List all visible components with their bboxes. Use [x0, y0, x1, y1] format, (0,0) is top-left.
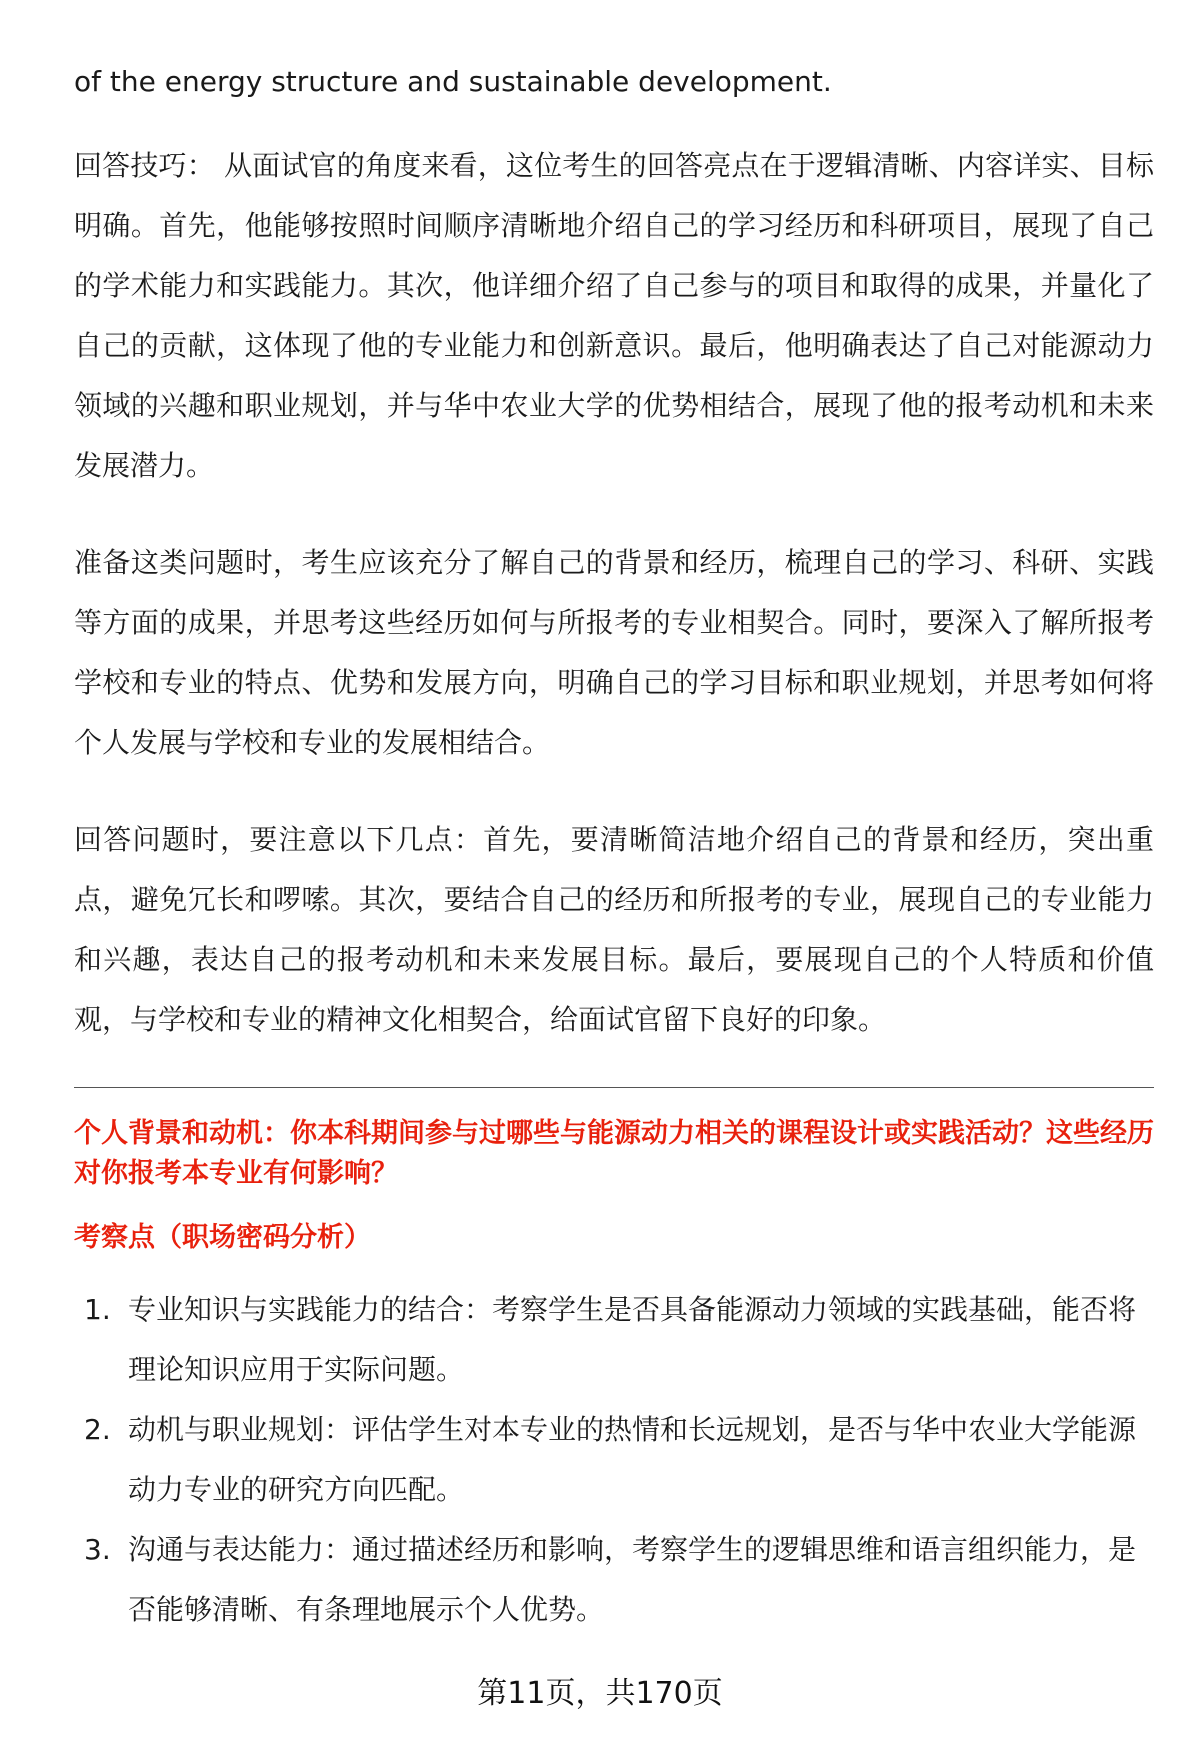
paragraph-answer-tips: 回答技巧： 从面试官的角度来看，这位考生的回答亮点在于逻辑清晰、内容详实、目标明确。首先，他能够按照时间顺序清晰地介绍自己的学习经历和科研项目，展现了自己的学术能力和实践能力。其次，他详细介绍了自己参与的项目和取得的成果，并量化了自己的贡献，这体现了他的专业能力和创新意识。最后，他明确表达了自己对能源动力领域的兴趣和职业规划，并与华中农业大学的优势相结合，展现了他的报考动机和未来发展潜力。	[74, 149, 1154, 482]
list-item-text: 动机与职业规划：评估学生对本专业的热情和长远规划，是否与华中农业大学能源动力专业的研究方向匹配。	[128, 1413, 1137, 1506]
list-item	[74, 1280, 1154, 1400]
paragraph-answer-guidance: 回答问题时，要注意以下几点：首先，要清晰简洁地介绍自己的背景和经历，突出重点，避免冗长和啰嗦。其次，要结合自己的经历和所报考的专业，展现自己的专业能力和兴趣，表达自己的报考动机和未来发展目标。最后，要展现自己的个人特质和价值观，与学校和专业的精神文化相契合，给面试官留下良好的印象。	[74, 823, 1154, 1036]
list-item-text: 沟通与表达能力：通过描述经历和影响，考察学生的逻辑思维和语言组织能力，是否能够清晰、有条理地展示个人优势。	[128, 1533, 1137, 1626]
section-divider	[74, 1087, 1154, 1088]
page-content	[74, 52, 1154, 1640]
question-title: 个人背景和动机：你本科期间参与过哪些与能源动力相关的课程设计或实践活动？这些经历对你报考本专业有何影响？	[74, 1118, 1154, 1189]
paragraph-intro-tail: of the energy structure and sustainable development.	[74, 65, 832, 98]
list-item-number: 1.	[84, 1293, 111, 1326]
list-item	[74, 1520, 1154, 1640]
page-number-footer: 第11页，共170页	[477, 1676, 723, 1711]
assessment-points-list	[74, 1280, 1154, 1640]
list-item-text: 专业知识与实践能力的结合：考察学生是否具备能源动力领域的实践基础，能否将理论知识应用于实际问题。	[128, 1293, 1137, 1386]
assessment-points-heading: 考察点（职场密码分析）	[74, 1222, 371, 1253]
list-item-number: 3.	[84, 1533, 111, 1566]
paragraph-preparation: 准备这类问题时，考生应该充分了解自己的背景和经历，梳理自己的学习、科研、实践等方面的成果，并思考这些经历如何与所报考的专业相契合。同时，要深入了解所报考学校和专业的特点、优势和发展方向，明确自己的学习目标和职业规划，并思考如何将个人发展与学校和专业的发展相结合。	[74, 546, 1154, 759]
list-item-number: 2.	[84, 1413, 111, 1446]
list-item	[74, 1400, 1154, 1520]
